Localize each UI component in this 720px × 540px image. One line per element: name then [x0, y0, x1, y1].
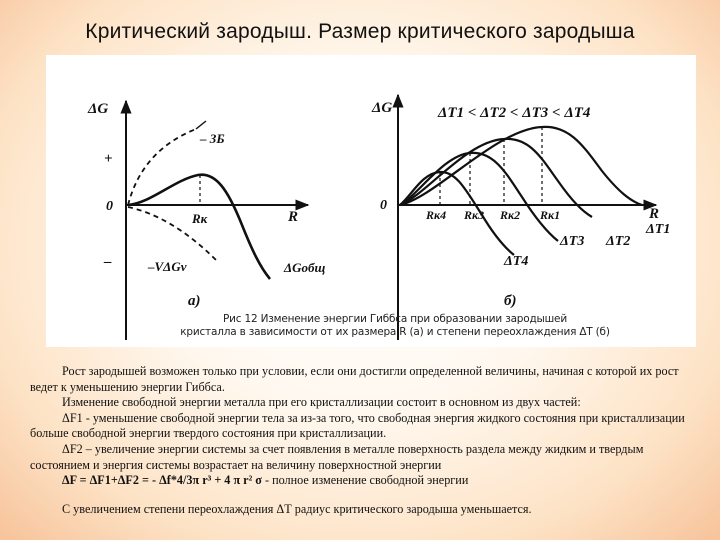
curve-dT4-label: ΔT4 — [504, 254, 529, 269]
curve-dT3-label: ΔT3 — [560, 234, 585, 249]
undercooling-relation: ΔT1 < ΔT2 < ΔT3 < ΔT4 — [438, 105, 591, 121]
curve-dT1-label: ΔT1 — [646, 222, 671, 237]
left-minus-sign: – — [104, 254, 112, 270]
right-x-axis-label: R — [649, 206, 660, 222]
surface-label-leader — [196, 121, 206, 129]
curve-dT2-label: ΔT2 — [606, 234, 631, 249]
critical-radius-label: Rк — [192, 211, 208, 226]
right-y-axis-label: ΔG — [372, 100, 393, 116]
rk4-label: Rк4 — [426, 208, 447, 222]
rk3-label: Rк3 — [464, 208, 485, 222]
surface-energy-label: – ЗБ — [200, 131, 225, 146]
left-panel — [87, 101, 326, 340]
figure-panel — [46, 55, 696, 347]
left-origin-label: 0 — [106, 199, 113, 214]
rk2-label: Rк2 — [500, 208, 521, 222]
curve-dT4 — [400, 172, 514, 255]
total-energy-label: ΔGобщ — [284, 260, 326, 275]
surface-energy-curve — [128, 129, 196, 205]
right-origin-label: 0 — [380, 198, 387, 213]
total-energy-formula-desc: - полное изменение свободной энергии — [261, 473, 469, 488]
paragraph-df1: ΔF1 - уменьшение свободной энергии тела за из-за того, что свободная энергия жидкого состояния при кристаллизации больше свободной энергии твердого состояния при кристаллизации. — [30, 410, 685, 441]
paragraph-df2: ΔF2 – увеличение энергии системы за счет появления в металле поверхность раздела между жидким и твердым состоянием и энергия системы возрастает на величину поверхностной энергии — [30, 441, 644, 472]
figure-caption-line-1: Рис 12 Изменение энергии Гиббса при образовании зародышей — [223, 313, 567, 325]
paragraph-conclusion: С увеличением степени переохлаждения ΔТ радиус критического зародыша уменьшается. — [62, 501, 532, 516]
right-panel — [371, 95, 670, 340]
paragraph-total-formula — [30, 473, 695, 489]
figure-caption-line-2: кристалла в зависимости от их размера R (а) и степени переохлаждения ΔТ (б) — [180, 326, 610, 338]
total-energy-formula: ΔF = ΔF1+ΔF2 = - Δf*4/3π r³ + 4 π r² σ — [62, 473, 262, 488]
curve-dT3 — [400, 153, 561, 241]
paragraph-energy-change: Изменение свободной энергии металла при его кристаллизации состоит в основном из двух частей: — [62, 395, 581, 410]
curve-dT1 — [400, 127, 642, 205]
left-x-axis-label: R — [288, 209, 299, 225]
figure-caption — [150, 313, 640, 339]
left-panel-label: а) — [188, 293, 201, 309]
left-plus-sign: + — [104, 151, 113, 167]
volume-energy-label: –VΔGv — [148, 259, 187, 274]
slide-title: Критический зародыш. Размер критического зародыша — [85, 20, 635, 43]
body-text — [30, 364, 695, 517]
gibbs-energy-diagram — [46, 55, 696, 347]
left-y-axis-label: ΔG — [88, 101, 109, 117]
paragraph-growth-condition: Рост зародышей возможен только при условии, если они достигли определенной величины, начиная с которой их рост ведет к уменьшению энергии Гиббса. — [30, 364, 679, 394]
rk1-label: Rк1 — [540, 208, 561, 222]
right-panel-label: б) — [504, 293, 517, 309]
